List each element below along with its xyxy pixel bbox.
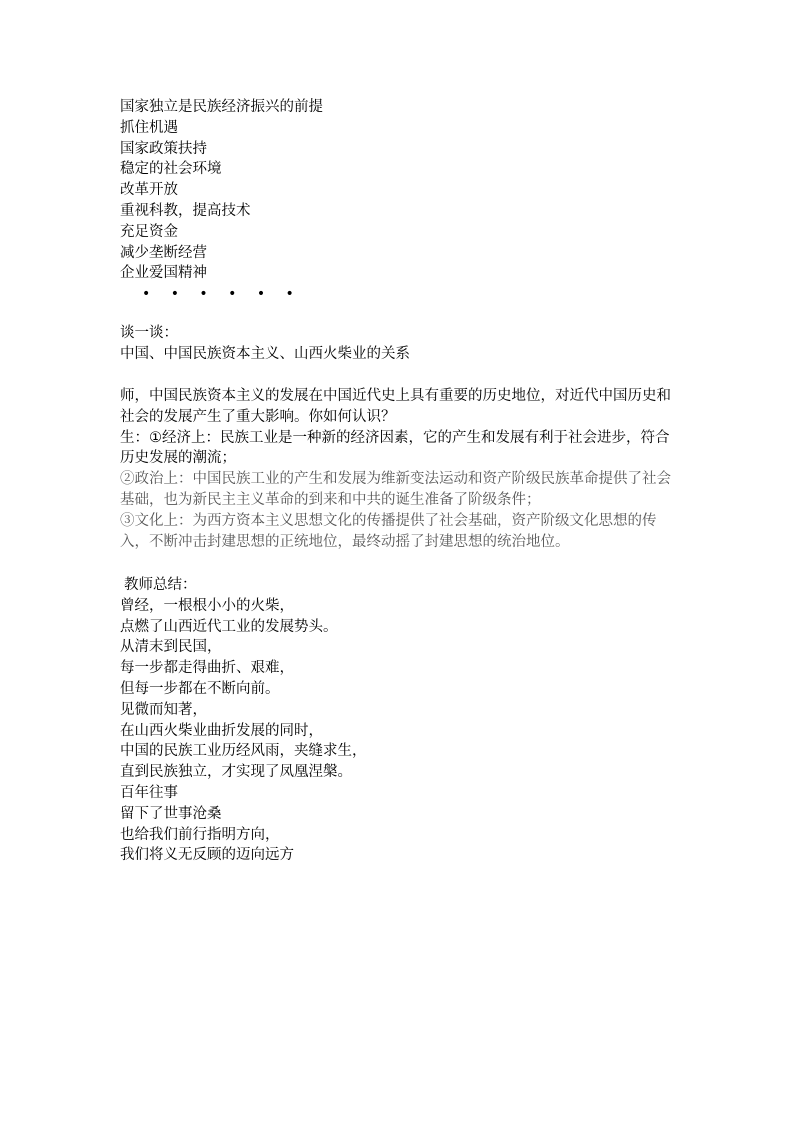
factor-item: 国家独立是民族经济振兴的前提 [120,99,323,115]
summary-line: 也给我们前行指明方向， [120,826,280,843]
summary-line: 但每一步都在不断向前。 [120,680,280,697]
ellipsis-dots: • • • • • • [142,286,302,303]
factor-item: 抓住机遇 [120,119,178,136]
factor-item: 稳定的社会环境 [120,161,222,178]
factor-item: 改革开放 [120,182,178,199]
student-answer-economy: 生：①经济上：民族工业是一种新的经济因素，它的产生和发展有利于社会进步，符合历史发展的潮流； [120,429,670,467]
factors-list [120,97,680,305]
summary-line: 我们将义无反顾的迈向远方 [120,847,294,864]
teacher-summary [120,575,680,866]
summary-line: 每一步都走得曲折、艰难， [120,660,294,677]
discussion-topic: 中国、中国民族资本主义、山西火柴业的关系 [120,345,410,362]
summary-line: 留下了世事沧桑 [120,805,222,822]
summary-line: 点燃了山西近代工业的发展势头。 [120,618,338,635]
summary-line: 直到民族独立，才实现了凤凰涅槃。 [120,764,352,781]
factor-item: 充足资金 [120,223,178,240]
factor-item: 重视科教，提高技术 [120,202,251,219]
discussion-section [120,323,680,365]
summary-line: 中国的民族工业历经风雨，夹缝求生， [120,743,367,760]
dialogue-section [120,386,680,552]
factor-item: 国家政策扶持 [120,140,207,157]
discussion-heading: 谈一谈： [120,325,178,341]
factor-item: 减少垄断经营 [120,244,207,261]
summary-line: 百年往事 [120,784,178,801]
summary-line: 在山西火柴业曲折发展的同时， [120,722,323,739]
summary-heading: 教师总结： [124,577,197,593]
student-answer-culture: ③文化上：为西方资本主义思想文化的传播提供了社会基础，资产阶级文化思想的传入，不断冲击封建思想的正统地位，最终动摇了封建思想的统治地位。 [120,512,657,550]
teacher-question: 师，中国民族资本主义的发展在中国近代史上具有重要的历史地位，对近代中国历史和社会的发展产生了重大影响。你如何认识？ [120,388,671,425]
summary-line: 从清末到民国， [120,639,222,656]
summary-line: 见微而知著， [120,701,207,718]
factor-item: 企业爱国精神 [120,265,207,282]
summary-line: 曾经，一根根小小的火柴， [120,597,294,614]
student-answer-politics: ②政治上：中国民族工业的产生和发展为维新变法运动和资产阶级民族革命提供了社会基础，也为新民主主义革命的到来和中共的诞生准备了阶级条件； [120,471,671,508]
